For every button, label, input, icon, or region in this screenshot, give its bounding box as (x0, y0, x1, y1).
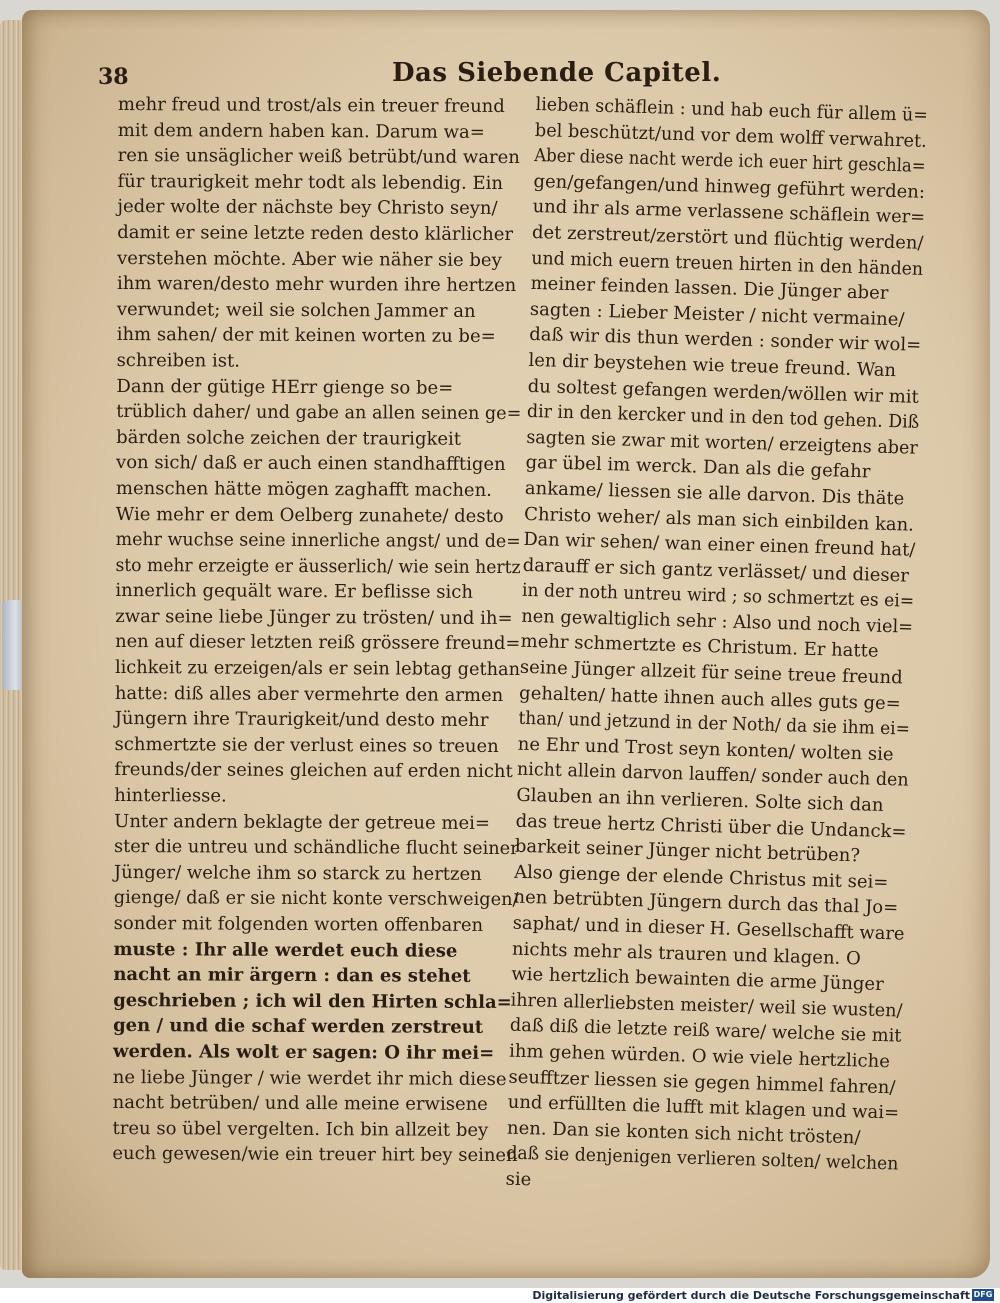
dfg-logo: DFG (973, 1290, 993, 1299)
text-line: than/ und jetzund in der Noth/ da sie ihm ei= (518, 708, 911, 740)
text-column-right (505, 92, 936, 1203)
text-line: gehalten/ hatte ihnen auch alles guts ge= (518, 682, 902, 715)
text-line: und mich euern treuen hirten in den händen (531, 247, 924, 280)
text-line: saphat/ und in dieser H. Gesellschafft ware (512, 912, 905, 945)
text-line: daß wir dis thun werden : sonder wir wol= (528, 324, 922, 357)
text-line: Aber diese nacht werde ich euer hirt geschla= (533, 145, 926, 178)
text-line: Christo weher/ als man sich einbilden kan. (523, 503, 915, 536)
running-head: Das Siebende Capitel. (392, 58, 722, 88)
text-line: meiner feinden lassen. Die Jünger aber (530, 273, 889, 305)
text-line: nicht allein darvon lauffen/ sonder auch den (516, 759, 909, 792)
text-line: nichts mehr als trauren und klagen. O (511, 938, 862, 969)
text-line: barkeit seiner Jünger nicht betrüben? (514, 835, 861, 867)
text-line: darauff er sich gantz verlässet/ und dieser (522, 554, 910, 587)
text-line: wie hertzlich bewainten die arme Jünger (511, 963, 885, 996)
text-line: seine Jünger allzeit für seine treue freund (519, 656, 903, 689)
text-line: daß sie denjenigen verlieren solten/ welchen (506, 1142, 899, 1175)
text-line: ne Ehr und Trost seyn konten/ wolten sie (517, 733, 894, 766)
text-line: Dan wir sehen/ wan einer einen freund hat/ (523, 528, 916, 561)
text-line: du soltest gefangen werden/wöllen wir mit (527, 375, 920, 408)
text-line: gen/gefangen/und hinweg geführt werden: (533, 170, 926, 203)
text-line: bel beschützt/und vor dem wolff verwahret. (534, 119, 928, 152)
text-line: nen betrübten Jüngern durch das thal Jo= (513, 887, 899, 919)
text-line: sie (505, 1168, 532, 1191)
text-line: sagten sie zwar mit worten/ erzeigtens aber (526, 426, 919, 459)
text-line: daß diß die letzte reiß ware/ welche sie mit (509, 1015, 902, 1047)
text-line: seufftzer liessen sie gegen himmel fahren/ (508, 1066, 896, 1098)
text-line: det zerstreut/zerstört und flüchtig werden/ (531, 221, 924, 254)
text-line: len dir beystehen wie treue freund. Wan (528, 349, 897, 382)
text-line: das treue hertz Christi über die Undanck= (515, 810, 907, 843)
text-line: sagten : Lieber Meister / nicht vermaine/ (529, 298, 905, 331)
funding-credit: Digitalisierung gefördert durch die Deutsche Forschungsgemeinschaft (532, 1289, 970, 1302)
text-line: Glauben an ihn verlieren. Solte sich dan (516, 784, 884, 817)
text-line: mehr schmertzte es Christum. Er hatte (520, 631, 879, 663)
text-line: Also gienge der elende Christus mit sei= (513, 861, 889, 893)
text-line: dir in den kercker und in den tod gehen. Diß (526, 401, 920, 433)
text-line: ankame/ liessen sie alle darvon. Dis thäte (524, 477, 905, 510)
text-line: und erfüllten die lufft mit klagen und wai= (507, 1091, 900, 1124)
text-line: ihren allerliebsten meister/ weil sie wusten/ (510, 989, 903, 1022)
text-line: lieben schäflein : und hab euch für allem ü= (535, 93, 929, 126)
text-line: nen gewaltiglich sehr : Also und noch viel= (521, 605, 914, 638)
page-number: 38 (98, 64, 129, 90)
text-line: gar übel im werck. Dan als die gefahr (525, 452, 871, 483)
text-line: in der noth untreu wird ; so schmertzt es ei= (521, 580, 915, 613)
text-line: nen. Dan sie konten sich nicht trösten/ (506, 1117, 861, 1149)
text-line: und ihr als arme verlassene schäflein wer= (532, 196, 926, 229)
text-line: ihm gehen würden. O wie viele hertzliche (508, 1040, 891, 1073)
